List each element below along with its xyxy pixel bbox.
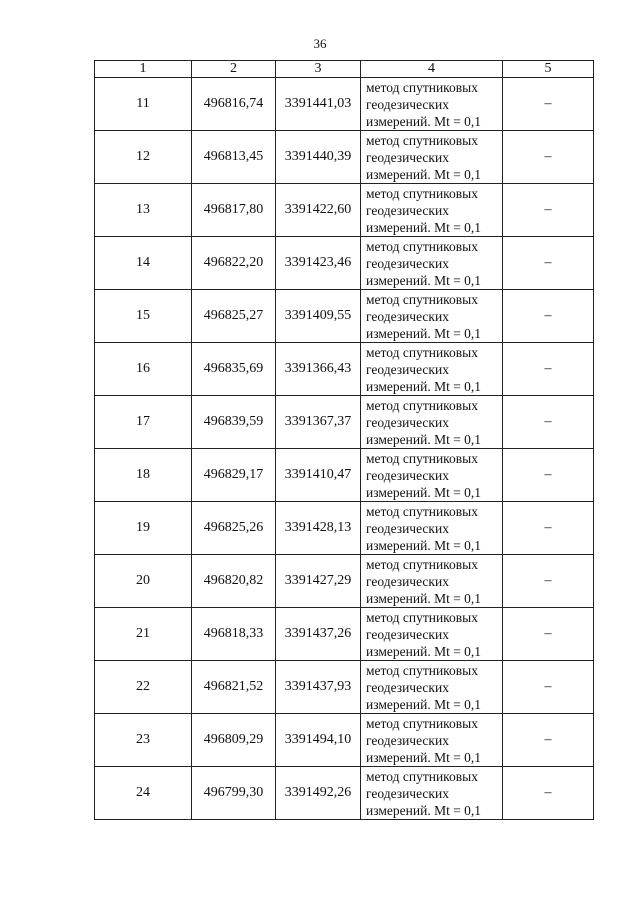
method-cell <box>361 131 503 184</box>
x-coordinate-cell: 496818,33 <box>192 608 276 661</box>
method-line: геодезических <box>366 96 449 112</box>
method-line: измерений. Mt = 0,1 <box>366 431 482 447</box>
dash-mark: – <box>544 467 552 482</box>
note-cell <box>503 343 594 396</box>
y-coordinate-cell: 3391428,13 <box>276 502 361 555</box>
method-line: метод спутниковых <box>366 344 478 360</box>
x-coordinate-cell: 496809,29 <box>192 714 276 767</box>
point-number-cell: 16 <box>95 343 192 396</box>
dash-mark: – <box>544 732 552 747</box>
table-row <box>95 290 594 343</box>
method-line: метод спутниковых <box>366 238 478 254</box>
point-number-cell: 20 <box>95 555 192 608</box>
method-line: измерений. Mt = 0,1 <box>366 590 482 606</box>
method-line: метод спутниковых <box>366 715 478 731</box>
method-line: метод спутниковых <box>366 662 478 678</box>
y-coordinate-cell: 3391494,10 <box>276 714 361 767</box>
method-cell <box>361 714 503 767</box>
dash-mark: – <box>544 255 552 270</box>
y-coordinate-cell: 3391366,43 <box>276 343 361 396</box>
dash-mark: – <box>544 149 552 164</box>
method-line: геодезических <box>366 255 449 271</box>
method-cell <box>361 290 503 343</box>
dash-mark: – <box>544 361 552 376</box>
method-line: метод спутниковых <box>366 503 478 519</box>
x-coordinate-cell: 496825,26 <box>192 502 276 555</box>
dash-mark: – <box>544 414 552 429</box>
method-line: измерений. Mt = 0,1 <box>366 378 482 394</box>
table-row <box>95 502 594 555</box>
y-coordinate-cell: 3391409,55 <box>276 290 361 343</box>
method-line: метод спутниковых <box>366 397 478 413</box>
method-line: геодезических <box>366 732 449 748</box>
note-cell <box>503 184 594 237</box>
note-cell <box>503 767 594 820</box>
method-cell <box>361 237 503 290</box>
table-row <box>95 449 594 502</box>
method-line: геодезических <box>366 785 449 801</box>
note-cell <box>503 502 594 555</box>
table-row <box>95 237 594 290</box>
x-coordinate-cell: 496839,59 <box>192 396 276 449</box>
method-line: геодезических <box>366 361 449 377</box>
table-row <box>95 661 594 714</box>
dash-mark: – <box>544 626 552 641</box>
method-cell <box>361 555 503 608</box>
y-coordinate-cell: 3391492,26 <box>276 767 361 820</box>
method-line: геодезических <box>366 149 449 165</box>
method-line: геодезических <box>366 573 449 589</box>
y-coordinate-cell: 3391422,60 <box>276 184 361 237</box>
method-line: измерений. Mt = 0,1 <box>366 484 482 500</box>
note-cell <box>503 396 594 449</box>
dash-mark: – <box>544 202 552 217</box>
method-line: геодезических <box>366 679 449 695</box>
method-line: метод спутниковых <box>366 450 478 466</box>
method-line: измерений. Mt = 0,1 <box>366 643 482 659</box>
table-row <box>95 396 594 449</box>
note-cell <box>503 78 594 131</box>
x-coordinate-cell: 496813,45 <box>192 131 276 184</box>
x-coordinate-cell: 496799,30 <box>192 767 276 820</box>
x-coordinate-cell: 496820,82 <box>192 555 276 608</box>
y-coordinate-cell: 3391367,37 <box>276 396 361 449</box>
point-number-cell: 19 <box>95 502 192 555</box>
x-coordinate-cell: 496821,52 <box>192 661 276 714</box>
method-line: метод спутниковых <box>366 768 478 784</box>
method-line: измерений. Mt = 0,1 <box>366 113 482 129</box>
dash-mark: – <box>544 573 552 588</box>
method-line: измерений. Mt = 0,1 <box>366 802 482 818</box>
y-coordinate-cell: 3391441,03 <box>276 78 361 131</box>
table-body <box>95 78 594 820</box>
x-coordinate-cell: 496825,27 <box>192 290 276 343</box>
method-line: геодезических <box>366 520 449 536</box>
column-header-4: 4 <box>361 61 503 78</box>
y-coordinate-cell: 3391423,46 <box>276 237 361 290</box>
y-coordinate-cell: 3391410,47 <box>276 449 361 502</box>
table-header-row <box>95 61 594 78</box>
method-cell <box>361 78 503 131</box>
column-header-2: 2 <box>192 61 276 78</box>
method-cell <box>361 449 503 502</box>
y-coordinate-cell: 3391427,29 <box>276 555 361 608</box>
dash-mark: – <box>544 520 552 535</box>
x-coordinate-cell: 496829,17 <box>192 449 276 502</box>
method-line: измерений. Mt = 0,1 <box>366 219 482 235</box>
method-line: метод спутниковых <box>366 556 478 572</box>
point-number-cell: 17 <box>95 396 192 449</box>
method-line: измерений. Mt = 0,1 <box>366 696 482 712</box>
point-number-cell: 18 <box>95 449 192 502</box>
table-row <box>95 608 594 661</box>
dash-mark: – <box>544 96 552 111</box>
method-line: измерений. Mt = 0,1 <box>366 272 482 288</box>
note-cell <box>503 237 594 290</box>
method-line: геодезических <box>366 202 449 218</box>
point-number-cell: 22 <box>95 661 192 714</box>
point-number-cell: 13 <box>95 184 192 237</box>
method-line: геодезических <box>366 467 449 483</box>
table-row <box>95 555 594 608</box>
method-line: измерений. Mt = 0,1 <box>366 166 482 182</box>
method-cell <box>361 608 503 661</box>
note-cell <box>503 661 594 714</box>
coordinates-table <box>94 60 594 820</box>
point-number-cell: 14 <box>95 237 192 290</box>
point-number-cell: 15 <box>95 290 192 343</box>
method-line: геодезических <box>366 414 449 430</box>
y-coordinate-cell: 3391440,39 <box>276 131 361 184</box>
table-row <box>95 131 594 184</box>
method-line: метод спутниковых <box>366 609 478 625</box>
table-row <box>95 767 594 820</box>
table-row <box>95 343 594 396</box>
column-header-5: 5 <box>503 61 594 78</box>
table-row <box>95 78 594 131</box>
method-line: метод спутниковых <box>366 79 478 95</box>
column-header-3: 3 <box>276 61 361 78</box>
note-cell <box>503 555 594 608</box>
x-coordinate-cell: 496816,74 <box>192 78 276 131</box>
point-number-cell: 21 <box>95 608 192 661</box>
dash-mark: – <box>544 785 552 800</box>
method-line: метод спутниковых <box>366 185 478 201</box>
method-cell <box>361 396 503 449</box>
method-line: измерений. Mt = 0,1 <box>366 537 482 553</box>
note-cell <box>503 608 594 661</box>
method-cell <box>361 184 503 237</box>
method-cell <box>361 343 503 396</box>
method-cell <box>361 661 503 714</box>
page-number: 36 <box>313 36 327 51</box>
point-number-cell: 12 <box>95 131 192 184</box>
method-line: метод спутниковых <box>366 291 478 307</box>
dash-mark: – <box>544 308 552 323</box>
note-cell <box>503 131 594 184</box>
method-cell <box>361 767 503 820</box>
column-header-1: 1 <box>95 61 192 78</box>
method-line: измерений. Mt = 0,1 <box>366 325 482 341</box>
y-coordinate-cell: 3391437,93 <box>276 661 361 714</box>
point-number-cell: 24 <box>95 767 192 820</box>
point-number-cell: 11 <box>95 78 192 131</box>
note-cell <box>503 290 594 343</box>
dash-mark: – <box>544 679 552 694</box>
method-cell <box>361 502 503 555</box>
x-coordinate-cell: 496817,80 <box>192 184 276 237</box>
note-cell <box>503 714 594 767</box>
table-row <box>95 714 594 767</box>
note-cell <box>503 449 594 502</box>
method-line: геодезических <box>366 626 449 642</box>
x-coordinate-cell: 496835,69 <box>192 343 276 396</box>
x-coordinate-cell: 496822,20 <box>192 237 276 290</box>
point-number-cell: 23 <box>95 714 192 767</box>
method-line: геодезических <box>366 308 449 324</box>
table-row <box>95 184 594 237</box>
y-coordinate-cell: 3391437,26 <box>276 608 361 661</box>
method-line: метод спутниковых <box>366 132 478 148</box>
method-line: измерений. Mt = 0,1 <box>366 749 482 765</box>
